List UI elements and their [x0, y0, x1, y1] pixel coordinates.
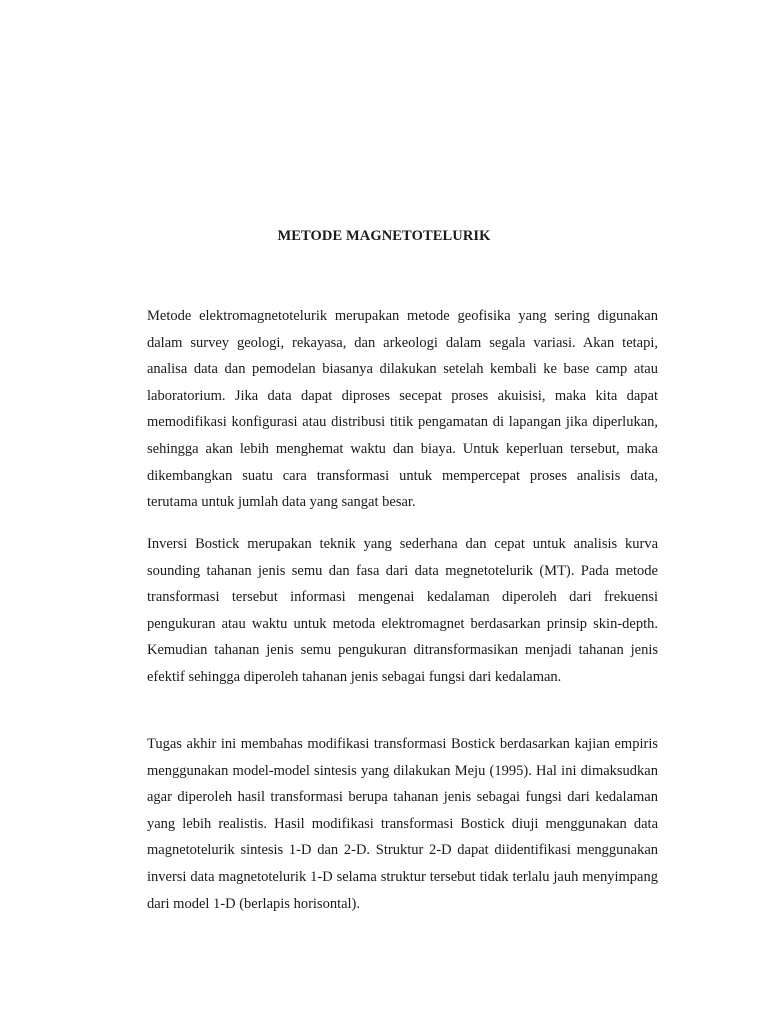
- paragraph-1: Metode elektromagnetotelurik merupakan metode geofisika yang sering digunakan dalam survey geologi, rekayasa, dan arkeologi dalam segala variasi. Akan tetapi, analisa data dan pemodelan biasanya dilakukan setelah kembali ke base camp atau laboratorium. Jika data dapat diproses secepat proses akuisisi, maka kita dapat memodifikasi konfigurasi atau distribusi titik pengamatan di lapangan jika diperlukan, sehingga akan lebih menghemat waktu dan biaya. Untuk keperluan tersebut, maka dikembangkan suatu cara transformasi untuk mempercepat proses analisis data, terutama untuk jumlah data yang sangat besar.: [147, 308, 658, 511]
- page-title: METODE MAGNETOTELURIK: [277, 228, 491, 244]
- paragraph-3: Tugas akhir ini membahas modifikasi transformasi Bostick berdasarkan kajian empiris menggunakan model-model sintesis yang dilakukan Meju (1995). Hal ini dimaksudkan agar diperoleh hasil transformasi berupa tahanan jenis sebagai fungsi dari kedalaman yang lebih realistis. Hasil modifikasi transformasi Bostick diuji menggunakan data magnetotelurik sintesis 1-D dan 2-D. Struktur 2-D dapat diidentifikasi menggunakan inversi data magnetotelurik 1-D selama struktur tersebut tidak terlalu jauh menyimpang dari model 1-D (berlapis horisontal).: [147, 736, 658, 912]
- paragraph-2: Inversi Bostick merupakan teknik yang sederhana dan cepat untuk analisis kurva sounding tahanan jenis semu dan fasa dari data megnetotelurik (MT). Pada metode transformasi tersebut informasi mengenai kedalaman diperoleh dari frekuensi pengukuran atau waktu untuk metoda elektromagnet berdasarkan prinsip skin-depth. Kemudian tahanan jenis semu pengukuran ditransformasikan menjadi tahanan jenis efektif sehingga diperoleh tahanan jenis sebagai fungsi dari kedalaman.: [147, 536, 658, 685]
